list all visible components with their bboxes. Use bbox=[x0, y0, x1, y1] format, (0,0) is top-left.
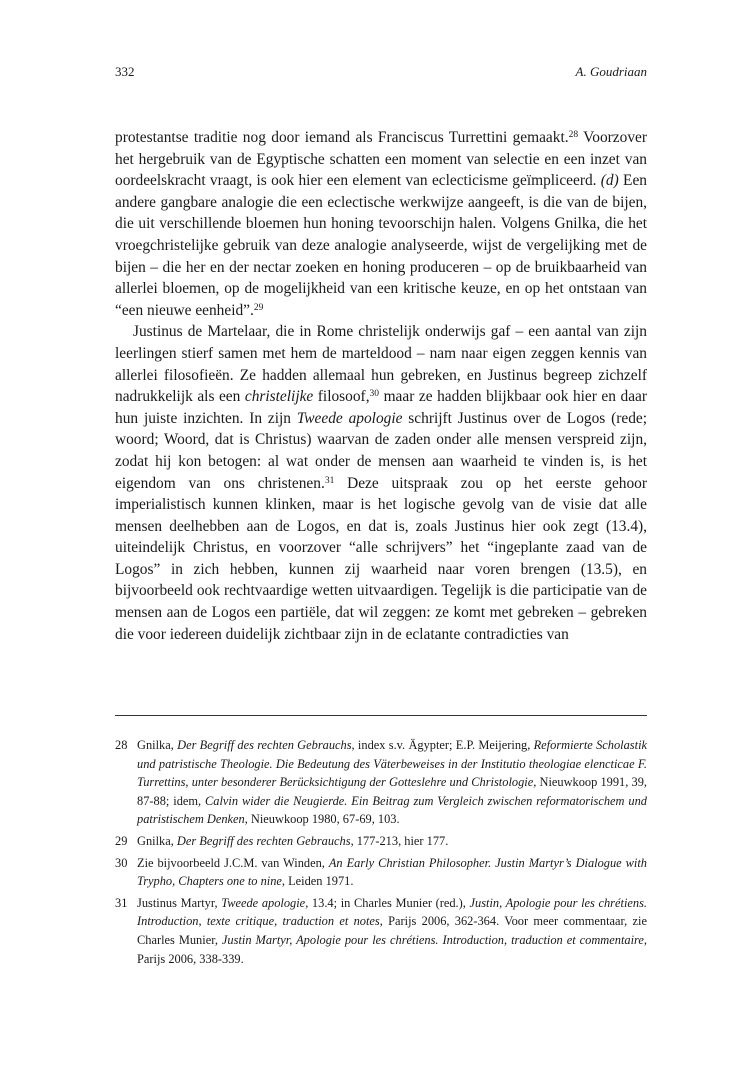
footnote-ref-31[interactable]: 31 bbox=[324, 475, 335, 486]
footnote-number: 28 bbox=[115, 738, 128, 752]
footnote-ref-29[interactable]: 29 bbox=[253, 302, 264, 313]
main-text bbox=[115, 127, 647, 645]
paragraph-2-text: filosoof, bbox=[313, 388, 370, 406]
paragraph-2-text: schrijft Justinus over de Logos (rede; woord; Woord, dat is Christus) waarvan de zaden onder alle mensen verspreid zijn, zodat hij kon betogen: al wat onder de mensen aan waarheid te vinden is, is het eigendom van ons christenen. bbox=[115, 409, 648, 492]
footnote-title: Justin Martyr, Apologie pour les chrétiens. Introduction, traduction et commentaire bbox=[221, 932, 644, 947]
emphasis-christelijke: christelijke bbox=[244, 388, 314, 406]
footnote-29 bbox=[115, 832, 647, 851]
footnote-text: , Parijs 2006, 338-339. bbox=[137, 932, 647, 966]
footnote-text: , 13.4; in Charles Munier (red.), bbox=[305, 895, 470, 910]
footnote-text: Justinus Martyr, bbox=[137, 895, 222, 910]
paragraph-2-text: Justinus de Martelaar, die in Rome christelijk onderwijs gaf – een aantal van zijn leerlingen stierf samen met hem de marteldood – nam naar eigen zeggen kennis van allerlei filosofieën. Ze hadden allemaal hun gebreken, en Justinus begreep zichzelf nadrukkelijk als een bbox=[115, 323, 647, 406]
footnote-title: An Early Christian Philosopher. Justin Martyr’s Dialogue with Trypho, Chapters one to nine bbox=[137, 855, 647, 889]
footnote-number: 30 bbox=[115, 855, 128, 870]
footnote-ref-28[interactable]: 28 bbox=[568, 130, 579, 140]
footnote-number: 31 bbox=[115, 895, 128, 910]
footnote-number: 29 bbox=[115, 833, 128, 848]
footnote-30 bbox=[115, 854, 647, 891]
footnote-text: Gnilka, bbox=[137, 738, 178, 752]
footnote-text: Zie bijvoorbeeld J.C.M. van Winden, bbox=[137, 855, 329, 870]
paragraph-1-text: Voorzover het hergebruik van de Egyptische schatten een moment van selectie en een inzet van oordeelskracht vraagt, is ook hier een element van eclecticisme geïmpliceerd. bbox=[115, 129, 647, 190]
footnote-text: , index s.v. Ägypter; E.P. Meijering, bbox=[351, 738, 534, 752]
footnote-text: Gnilka, bbox=[137, 833, 177, 848]
paragraph-2-text: Deze uitspraak zou op het eerste gehoor imperialistisch kunnen klinken, maar is het logische gevolg van de visie dat alle mensen deelhebben aan de Logos, en dat is, zoals Justinus hier ook zegt (13.4), uiteindelijk Christus, en voorzover “alle schrijvers” het “ingeplante zaad van de Logos” in zich hebben, kunnen zij waarheid naar voren brengen (13.5), en bijvoorbeeld ook rechtvaardige wetten uitvaardigen. Tegelijk is die participatie van de mensen aan de Logos een partiële, dat wil zeggen: ze komt met gebreken – gebreken die voor iedereen duidelijk zichtbaar zijn in de eclatante contradicties van bbox=[115, 474, 647, 643]
footnote-31 bbox=[115, 894, 647, 968]
running-head bbox=[115, 64, 647, 84]
paragraph-1 bbox=[115, 127, 647, 321]
page-number: 332 bbox=[115, 64, 135, 79]
paragraph-2 bbox=[115, 321, 647, 645]
footnotes bbox=[115, 736, 647, 971]
list-marker-d: (d) bbox=[600, 172, 619, 190]
footnote-title: Justin, Apologie pour les chrétiens. Introduction, texte critique, traduction et notes bbox=[137, 895, 648, 929]
footnote-text: , Leiden 1971. bbox=[281, 874, 354, 889]
footnote-text: , Nieuwkoop 1991, 39, 87-88; idem, bbox=[137, 775, 647, 808]
paragraph-1-text: protestantse traditie nog door iemand als Franciscus Turrettini gemaakt. bbox=[115, 129, 569, 146]
paragraph-2-text: maar ze hadden blijkbaar ook hier en daar hun juiste inzichten. In zijn bbox=[115, 388, 647, 427]
footnote-text: , 177-213, hier 177. bbox=[350, 833, 449, 848]
paragraph-1-text: Een andere gangbare analogie die een eclectische werkwijze aangeeft, is die van de bijen, die uit verschillende bloemen hun honing tevoorschijn halen. Volgens Gnilka, die het vroegchristelijke gebruik van deze analogie analyseerde, wijst de vergelijking met de bijen – die her en der nectar zoeken en honing produceren – op de bruikbaarheid van allerlei bloemen, op de mogelijkheid van een kritische keuze, en op het ontstaan van “een nieuwe eenheid”. bbox=[115, 172, 647, 319]
footnote-text: , Parijs 2006, 362-364. Voor meer commentaar, zie Charles Munier, bbox=[137, 914, 647, 947]
footnote-title: Tweede apologie bbox=[221, 895, 306, 910]
footnote-title: Der Begriff des rechten Gebrauchs bbox=[177, 738, 352, 752]
footnote-28 bbox=[115, 736, 647, 829]
footnote-ref-30[interactable]: 30 bbox=[369, 389, 380, 400]
running-head-author: A. Goudriaan bbox=[575, 64, 647, 79]
footnote-title: Calvin wider die Neugierde. Ein Beitrag zum Vergleich zwischen reformatorischem und patristischem Denken bbox=[137, 793, 647, 827]
title-tweede-apologie: Tweede apologie bbox=[296, 409, 403, 427]
footnote-title: Der Begriff des rechten Gebrauchs bbox=[176, 833, 351, 848]
footnote-title: Reformierte Scholastik und patristische Theologie. Die Bedeutung des Väterbeweises in der Institutio theologiae elencticae F. Turrettins, unter besonderer Berücksichtigung der Gotteslehre und Christologie bbox=[137, 738, 648, 790]
footnote-text: , Nieuwkoop 1980, 67-69, 103. bbox=[244, 812, 400, 827]
footnote-separator bbox=[115, 715, 647, 716]
